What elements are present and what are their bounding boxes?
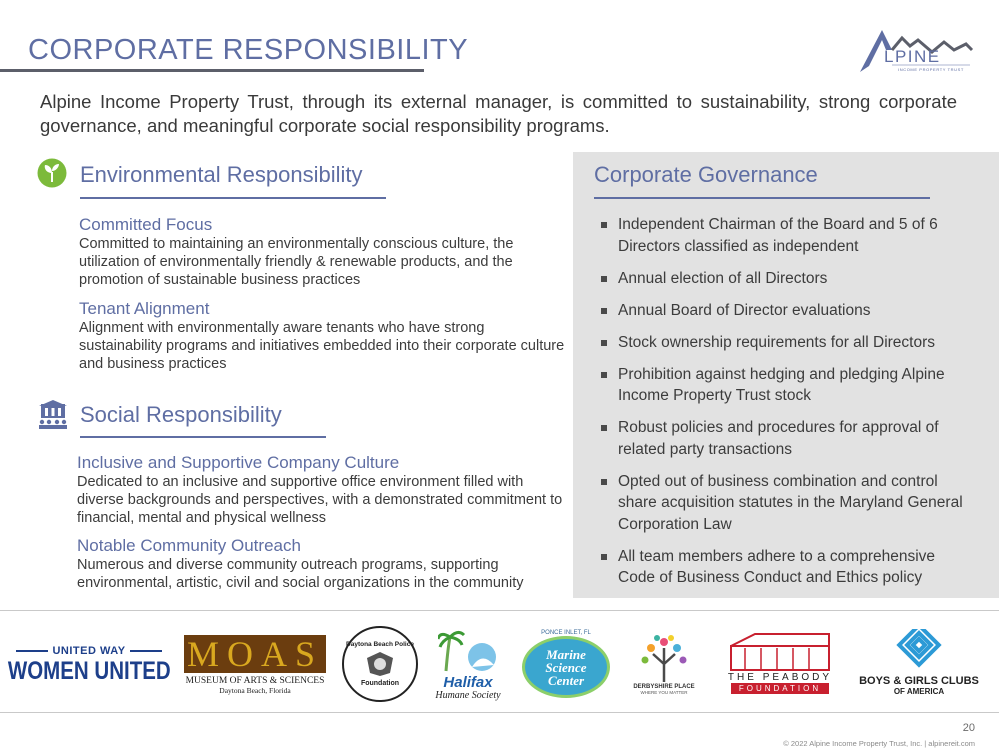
partner-band-bottom-rule — [0, 712, 999, 713]
title-underline — [0, 69, 424, 72]
alpine-logo — [858, 26, 974, 74]
sub-title: Inclusive and Supportive Company Culture — [77, 453, 400, 472]
list-item — [598, 546, 968, 589]
leaf-icon — [37, 158, 67, 188]
social-inclusive-culture — [77, 453, 567, 527]
sub-body: Alignment with environmentally aware tenants who have strong sustainability programs and initiatives embedded into their corporate culture and business practices — [79, 320, 565, 372]
moas-city: Daytona Beach, Florida — [219, 686, 291, 695]
united-way-bottom-text: WOMEN UNITED — [7, 657, 171, 685]
environmental-heading: Environmental Responsibility — [80, 162, 363, 187]
police-bottom-text: Foundation — [360, 680, 400, 687]
env-committed-focus — [79, 215, 569, 289]
halifax-sub: Humane Society — [435, 690, 501, 701]
square-bullet-icon — [601, 479, 607, 485]
logo-subtitle: INCOME PROPERTY TRUST — [898, 67, 964, 72]
square-bullet-icon — [601, 425, 607, 431]
square-bullet-icon — [601, 340, 607, 346]
community-icon — [37, 400, 69, 430]
bgc-sub: OF AMERICA — [893, 686, 945, 696]
marine-top-text: PONCE INLET, FL — [541, 630, 591, 636]
sub-title: Committed Focus — [79, 215, 213, 234]
list-item-text: Independent Chairman of the Board and 5 of 6 Directors classified as independent — [618, 216, 938, 255]
list-item — [598, 300, 968, 322]
boys-girls-clubs-logo — [856, 626, 982, 698]
square-bullet-icon — [601, 222, 607, 228]
list-item — [598, 364, 968, 407]
derbyshire-name: DERBYSHIRE PLACE — [633, 683, 695, 690]
square-bullet-icon — [601, 372, 607, 378]
sub-title: Tenant Alignment — [79, 299, 210, 318]
palm-tree-icon — [438, 627, 498, 675]
page-title: CORPORATE RESPONSIBILITY — [28, 34, 469, 66]
square-bullet-icon — [601, 276, 607, 282]
police-foundation-logo — [342, 626, 418, 702]
derbyshire-sub: WHERE YOU MATTER — [640, 689, 688, 695]
social-underline — [80, 436, 326, 438]
moas-logo — [182, 633, 328, 697]
police-top-text: Daytona Beach Police — [346, 641, 414, 648]
clubs-hands-icon — [893, 629, 945, 675]
peabody-building-icon — [725, 632, 835, 672]
moas-mark: MOAS — [184, 635, 326, 673]
sub-body: Numerous and diverse community outreach programs, supporting environmental, artistic, civil and social organizations in the community — [77, 557, 524, 591]
peabody-bottom-text: FOUNDATION — [731, 683, 829, 694]
governance-heading: Corporate Governance — [594, 162, 818, 187]
logo-wordmark: LPINE — [884, 47, 941, 66]
police-badge-icon — [365, 651, 395, 677]
peabody-top-text: THE PEABODY — [727, 672, 833, 683]
united-way-logo — [7, 640, 171, 690]
sub-body: Committed to maintaining an environmentally conscious culture, the utilization of environmentally friendly & renewable products, and the promotion of sustainable business practices — [79, 236, 514, 288]
env-tenant-alignment — [79, 299, 569, 373]
list-item-text: Annual Board of Director evaluations — [618, 301, 871, 319]
square-bullet-icon — [601, 554, 607, 560]
environmental-underline — [80, 197, 386, 199]
governance-underline — [594, 197, 930, 199]
partner-band-top-rule — [0, 610, 999, 611]
list-item-text: Annual election of all Directors — [618, 269, 828, 287]
sub-body: Dedicated to an inclusive and supportive office environment filled with diverse backgrounds and perspectives, with a demonstrated commitment to financial, mental and physical wellness — [77, 474, 563, 526]
list-item-text: Stock ownership requirements for all Directors — [618, 333, 936, 351]
tree-icon — [639, 634, 689, 684]
social-heading: Social Responsibility — [80, 402, 282, 427]
square-bullet-icon — [601, 308, 607, 314]
sub-title: Notable Community Outreach — [77, 536, 301, 555]
moas-name: MUSEUM OF ARTS & SCIENCES — [185, 676, 325, 686]
mountain-logo-icon — [858, 26, 974, 74]
governance-list — [598, 214, 968, 599]
list-item — [598, 332, 968, 354]
list-item-text: Prohibition against hedging and pledging Alpine Income Property Trust stock — [618, 365, 945, 404]
united-way-top-text: UNITED WAY — [52, 645, 126, 657]
marine-name: Marine Science Center — [545, 646, 587, 688]
derbyshire-place-logo — [628, 626, 700, 702]
list-item — [598, 268, 968, 290]
list-item — [598, 471, 968, 536]
list-item-text: Robust policies and procedures for approval of related party transactions — [618, 419, 939, 458]
list-item — [598, 417, 968, 460]
list-item-text: Opted out of business combination and control share acquisition statutes in the Maryland General Corporation Law — [618, 472, 963, 533]
page-number: 20 — [962, 722, 975, 734]
peabody-foundation-logo — [716, 628, 844, 698]
marine-science-center-logo — [518, 624, 614, 704]
bgc-name: BOYS & GIRLS CLUBS — [859, 674, 979, 687]
halifax-humane-logo — [432, 624, 504, 704]
halifax-name: Halifax — [443, 674, 493, 691]
intro-paragraph: Alpine Income Property Trust, through its external manager, is committed to sustainability, strong corporate governance, and meaningful corporate social responsibility programs. — [40, 91, 957, 136]
copyright-footer: © 2022 Alpine Income Property Trust, Inc. | alpinereit.com — [783, 739, 975, 748]
list-item — [598, 214, 968, 257]
social-community-outreach — [77, 536, 567, 592]
list-item-text: All team members adhere to a comprehensive Code of Business Conduct and Ethics policy — [618, 547, 936, 586]
